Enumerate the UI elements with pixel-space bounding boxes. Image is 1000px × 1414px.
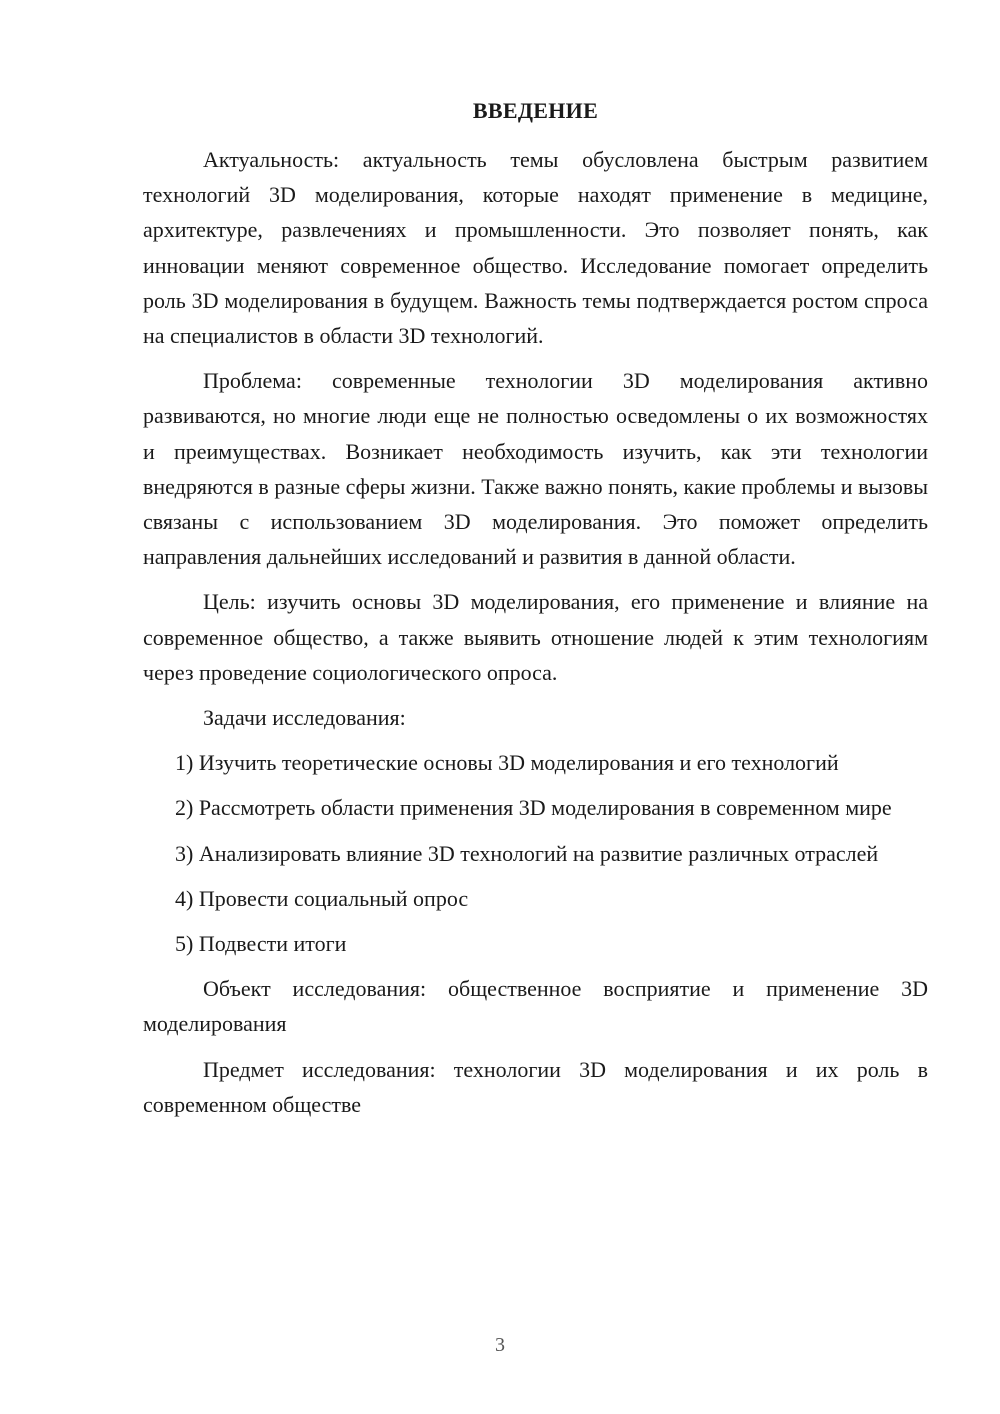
tasks-heading: Задачи исследования: [203, 705, 406, 731]
goal-paragraph: Цель: изучить основы 3D моделирования, его применение и влияние на современное общество, а также выявить отношение людей к этим технологиям через проведение социологического опроса. [143, 589, 928, 685]
problem-paragraph: Проблема: современные технологии 3D моделирования активно развиваются, но многие люди еще не полностью осведомлены о их возможностях и преимуществах. Возникает необходимость изучить, как эти технологии внедряются в разные сферы жизни. Также важно понять, какие проблемы и вызовы связаны с использованием 3D моделирования. Это поможет определить направления дальнейших исследований и развития в данной области. [143, 368, 928, 570]
task-item-3: 3) Анализировать влияние 3D технологий на развитие различных отраслей [175, 840, 879, 866]
task-item-4: 4) Провести социальный опрос [175, 885, 469, 911]
subject-paragraph: Предмет исследования: технологии 3D моделирования и их роль в современном обществе [143, 1056, 928, 1117]
task-item-2: 2) Рассмотреть области применения 3D моделирования в современном мире [175, 795, 892, 821]
page-number: 3 [495, 1334, 505, 1356]
relevance-paragraph: Актуальность: актуальность темы обусловлена быстрым развитием технологий 3D моделирования, которые находят применение в медицине, архитектуре, развлечениях и промышленности. Это позволяет понять, как инновации меняют современное общество. Исследование помогает определить роль 3D моделирования в будущем. Важность темы подтверждается ростом спроса на специалистов в области 3D технологий. [143, 147, 928, 349]
page-title: ВВЕДЕНИЕ [472, 98, 599, 123]
page-content [143, 94, 928, 1132]
object-paragraph: Объект исследования: общественное восприятие и применение 3D моделирования [143, 976, 928, 1037]
task-item-1: 1) Изучить теоретические основы 3D моделирования и его технологий [175, 750, 839, 776]
task-item-5: 5) Подвести итоги [175, 931, 347, 957]
